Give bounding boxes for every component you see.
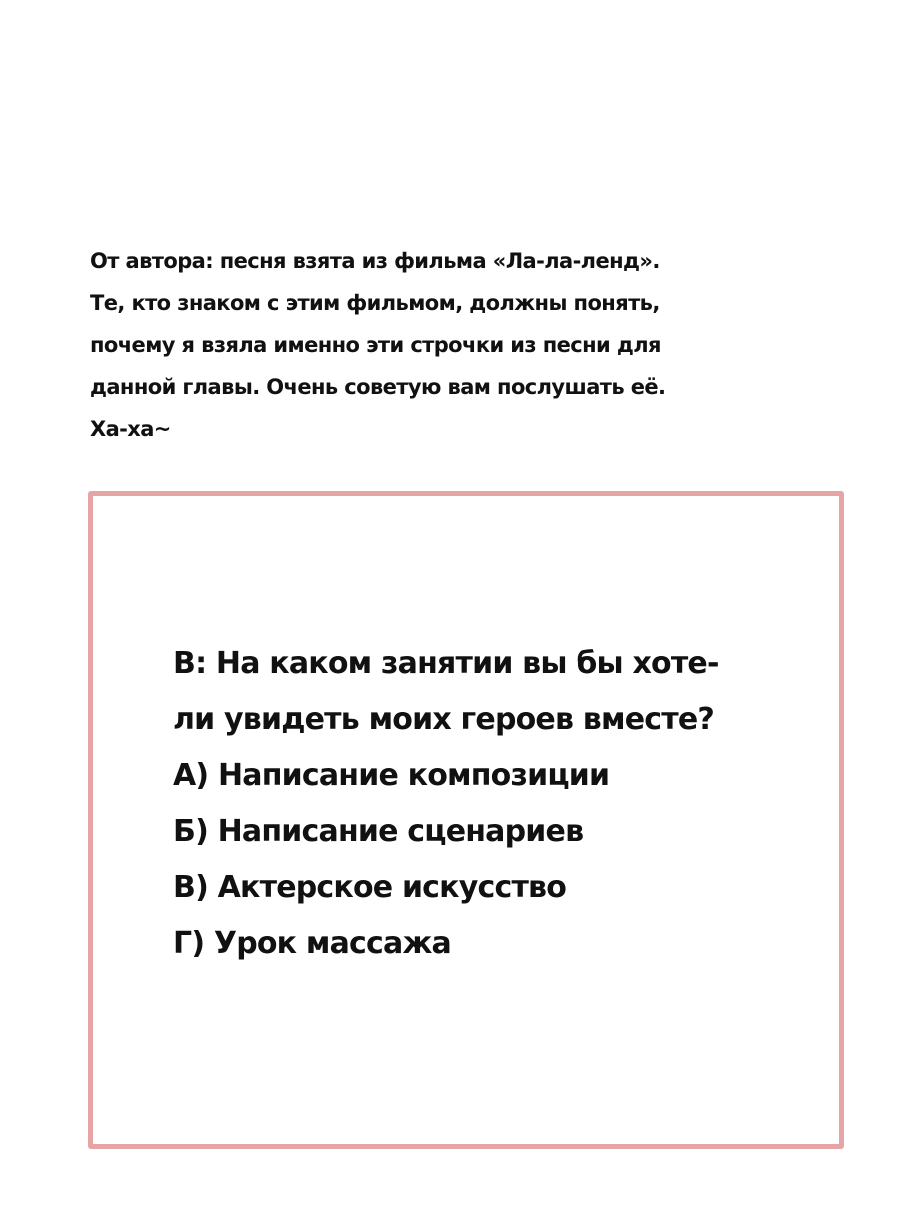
poll-frame <box>88 491 844 1149</box>
poll-question-line: ли увидеть моих героев вместе? <box>173 702 714 737</box>
poll-content <box>173 636 773 972</box>
poll-question-line: В: На каком занятии вы бы хоте- <box>173 646 719 681</box>
poll-option-b: Б) Написание сценариев <box>173 814 584 849</box>
poll-option-v: В) Актерское искусство <box>173 870 567 905</box>
poll-option-a: А) Написание композиции <box>173 758 610 793</box>
author-note-line: Те, кто знаком с этим фильмом, должны понять, <box>90 291 660 315</box>
author-note-line: От автора: песня взята из фильма «Ла-ла-ленд». <box>90 249 660 273</box>
poll-option-g: Г) Урок массажа <box>173 926 451 961</box>
author-note-line: данной главы. Очень советую вам послушать её. <box>90 375 666 399</box>
author-note <box>90 240 710 450</box>
author-note-line: Ха-ха~ <box>90 417 171 441</box>
author-note-line: почему я взяла именно эти строчки из песни для <box>90 333 661 357</box>
